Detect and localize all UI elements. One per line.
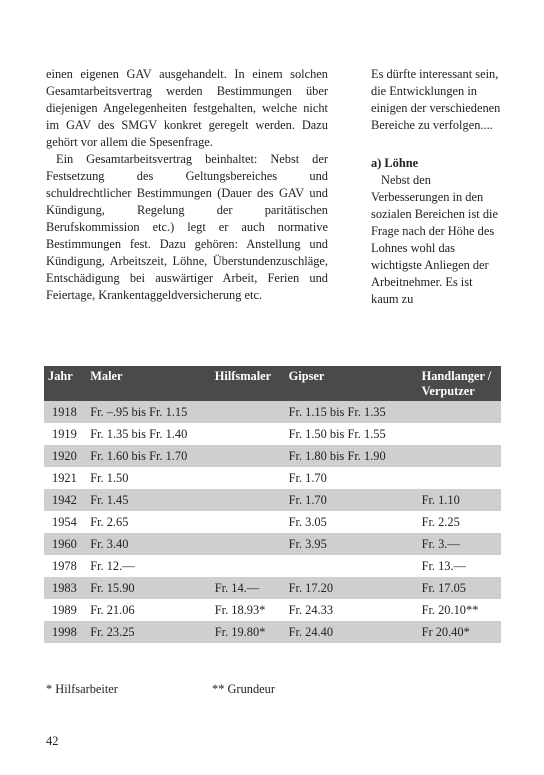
cell-year: 1921: [44, 467, 86, 489]
right-text-column: [371, 66, 501, 308]
table-row: [44, 577, 501, 599]
table-header-row: [44, 366, 501, 401]
left-paragraph-2: Ein Gesamtarbeitsvertrag beinhaltet: Nebst der Festsetzung des Geltungsbereiches und schuldrechtlicher Bestimmungen (Dauer des GAV und Kündigung, Regelung der paritätischen Berufskommission etc.) legt er auch normative Bestimmungen fest. Dazu gehören: Anstellung und Kündigung, Arbeitszeit, Löhne, Überstundenzuschläge, Entschädigung bei auswärtiger Arbeit, Ferien und Feiertage, Krankentaggeldversicherung etc.: [46, 152, 328, 302]
cell-year: 1989: [44, 599, 86, 621]
table-row: [44, 555, 501, 577]
header-hilfsmaler: Hilfsmaler: [211, 366, 285, 401]
cell-maler: Fr. 1.60 bis Fr. 1.70: [86, 445, 211, 467]
table-row: [44, 599, 501, 621]
page-number: 42: [46, 734, 59, 748]
cell-hilfsmaler: [211, 445, 285, 467]
cell-maler: Fr. 1.50: [86, 467, 211, 489]
cell-hilfsmaler: Fr. 14.—: [211, 577, 285, 599]
header-gipser: Gipser: [285, 366, 418, 401]
cell-handlanger: Fr. 17.05: [418, 577, 501, 599]
cell-hilfsmaler: [211, 533, 285, 555]
cell-handlanger: Fr. 2.25: [418, 511, 501, 533]
section-heading-loehne: a) Löhne: [371, 156, 419, 170]
header-handlanger: Handlanger / Verputzer: [418, 366, 501, 401]
cell-gipser: Fr. 1.50 bis Fr. 1.55: [285, 423, 418, 445]
table-row: [44, 423, 501, 445]
cell-handlanger: Fr. 1.10: [418, 489, 501, 511]
wage-table: [44, 366, 501, 643]
cell-gipser: Fr. 3.05: [285, 511, 418, 533]
footnote-hilfsarbeiter: * Hilfsarbeiter: [46, 682, 118, 696]
footnote-grundeur: ** Grundeur: [212, 682, 275, 696]
cell-maler: Fr. –.95 bis Fr. 1.15: [86, 401, 211, 423]
header-maler: Maler: [86, 366, 211, 401]
cell-handlanger: Fr 20.40*: [418, 621, 501, 643]
right-paragraph-2: Nebst den Verbesserungen in den sozialen Bereichen ist die Frage nach der Höhe des Lohnes wohl das wichtigste Anliegen der Arbeitnehmer. Es ist kaum zu: [371, 173, 498, 306]
cell-year: 1998: [44, 621, 86, 643]
cell-gipser: [285, 555, 418, 577]
cell-gipser: Fr. 24.33: [285, 599, 418, 621]
table-row: [44, 489, 501, 511]
cell-hilfsmaler: Fr. 19.80*: [211, 621, 285, 643]
cell-gipser: Fr. 1.70: [285, 467, 418, 489]
cell-year: 1978: [44, 555, 86, 577]
header-year: Jahr: [44, 366, 86, 401]
cell-gipser: Fr. 24.40: [285, 621, 418, 643]
cell-hilfsmaler: [211, 467, 285, 489]
cell-maler: Fr. 1.45: [86, 489, 211, 511]
table-row: [44, 445, 501, 467]
cell-year: 1918: [44, 401, 86, 423]
table-row: [44, 511, 501, 533]
cell-handlanger: [418, 467, 501, 489]
cell-gipser: Fr. 1.15 bis Fr. 1.35: [285, 401, 418, 423]
cell-gipser: Fr. 3.95: [285, 533, 418, 555]
left-text-column: [46, 66, 328, 304]
cell-maler: Fr. 15.90: [86, 577, 211, 599]
table-row: [44, 533, 501, 555]
table-row: [44, 467, 501, 489]
cell-gipser: Fr. 1.80 bis Fr. 1.90: [285, 445, 418, 467]
cell-year: 1920: [44, 445, 86, 467]
table-row: [44, 401, 501, 423]
cell-year: 1960: [44, 533, 86, 555]
cell-handlanger: Fr. 13.—: [418, 555, 501, 577]
cell-maler: Fr. 21.06: [86, 599, 211, 621]
table-row: [44, 621, 501, 643]
cell-hilfsmaler: [211, 489, 285, 511]
cell-handlanger: Fr. 20.10**: [418, 599, 501, 621]
cell-maler: Fr. 2.65: [86, 511, 211, 533]
cell-handlanger: [418, 423, 501, 445]
cell-maler: Fr. 1.35 bis Fr. 1.40: [86, 423, 211, 445]
cell-year: 1919: [44, 423, 86, 445]
cell-handlanger: Fr. 3.—: [418, 533, 501, 555]
cell-hilfsmaler: [211, 555, 285, 577]
cell-gipser: Fr. 17.20: [285, 577, 418, 599]
cell-year: 1954: [44, 511, 86, 533]
cell-hilfsmaler: [211, 511, 285, 533]
cell-maler: Fr. 23.25: [86, 621, 211, 643]
cell-handlanger: [418, 401, 501, 423]
cell-handlanger: [418, 445, 501, 467]
cell-hilfsmaler: [211, 423, 285, 445]
right-paragraph-1: Es dürfte interessant sein, die Entwicklungen in einigen der verschiedenen Bereiche zu verfolgen....: [371, 67, 501, 132]
cell-maler: Fr. 12.—: [86, 555, 211, 577]
cell-hilfsmaler: [211, 401, 285, 423]
left-paragraph-1: einen eigenen GAV ausgehandelt. In einem solchen Gesamtarbeitsvertrag werden Bestimmungen über diejenigen Angelegenheiten festgehalten, welche nicht im GAV des SMGV konkret geregelt werden. Dazu gehört vor allem die Spesenfrage.: [46, 67, 328, 149]
cell-year: 1983: [44, 577, 86, 599]
cell-gipser: Fr. 1.70: [285, 489, 418, 511]
cell-maler: Fr. 3.40: [86, 533, 211, 555]
cell-year: 1942: [44, 489, 86, 511]
cell-hilfsmaler: Fr. 18.93*: [211, 599, 285, 621]
